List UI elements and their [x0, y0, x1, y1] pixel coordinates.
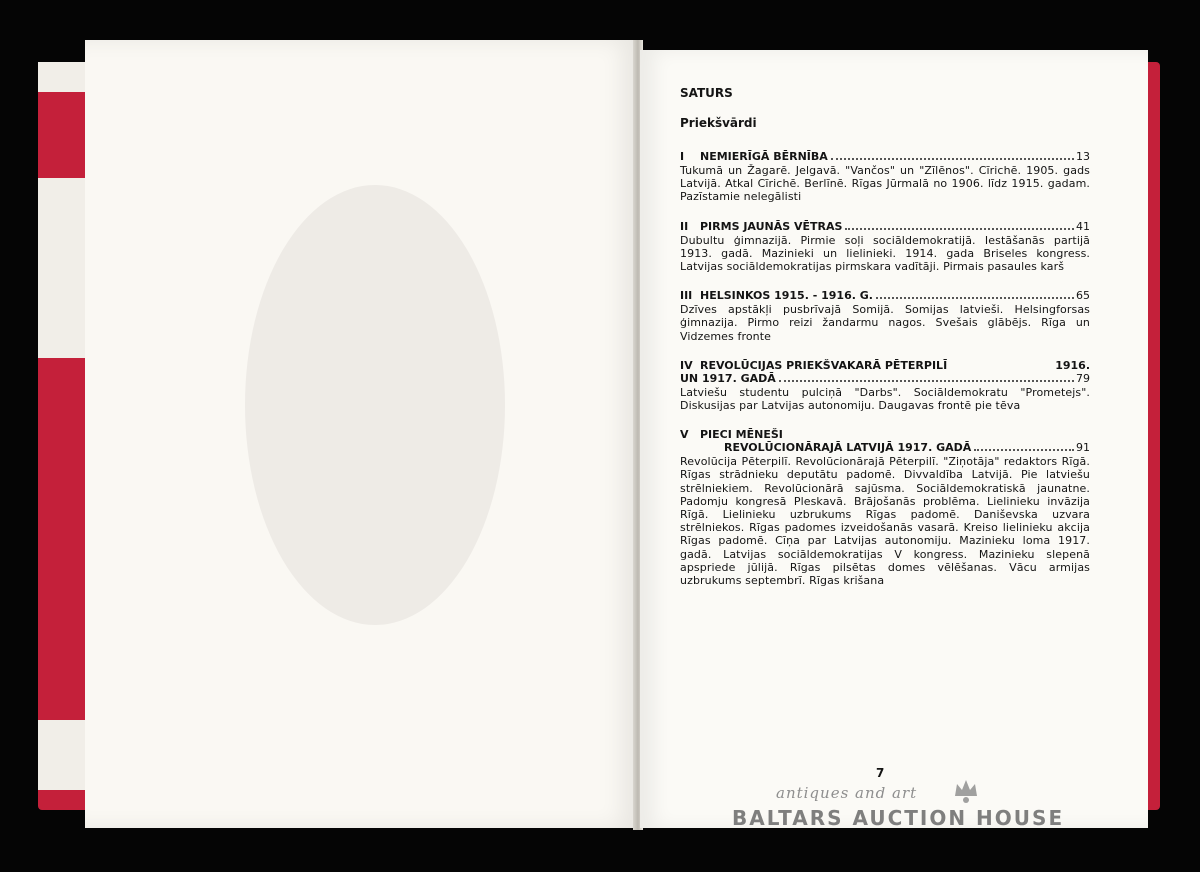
chapter-description: Tukumā un Žagarē. Jelgavā. "Vančos" un "Zīlēnos". Cīrichē. 1905. gads Latvijā. Atkal Cīrichē. Berlīnē. Rīgas Jūrmalā no 1906. līdz 1915. gadam. Pazīstamie nelegālisti	[680, 164, 1090, 204]
chapter-title: REVOLŪCIJAS PRIEKŠVAKARĀ PĒTERPILĪ	[700, 358, 948, 372]
chapter-3	[670, 289, 1090, 343]
chapter-page: 41	[1076, 219, 1090, 233]
chapter-1	[670, 150, 1090, 204]
toc-foreword: Priekšvārdi	[680, 116, 757, 130]
chapter-page: 13	[1076, 150, 1090, 163]
chapter-title-year: 1916.	[1055, 358, 1090, 372]
chapter-description: Dzīves apstākļi pusbrīvajā Somijā. Somijas latvieši. Helsingforsas ģimnazija. Pirmo reizi žandarmu nagos. Svešais glābējs. Rīga un Vidzemes fronte	[680, 303, 1090, 343]
leader-dots	[876, 297, 1074, 299]
leader-dots	[845, 228, 1074, 230]
toc-title: SATURS	[680, 86, 733, 100]
chapter-page: 91	[1076, 441, 1090, 455]
chapter-title: PIRMS JAUNĀS VĒTRAS	[700, 219, 843, 233]
chapter-page: 65	[1076, 289, 1090, 303]
chapter-number: III	[680, 289, 693, 303]
watermark-brand: BALTARS AUCTION HOUSE	[732, 806, 1065, 830]
left-page	[85, 40, 640, 828]
chapter-5	[670, 428, 1090, 587]
chapter-title-line2: UN 1917. GADĀ	[680, 371, 776, 385]
chapter-title: NEMIERĪGĀ BĒRNĪBA	[700, 150, 828, 163]
chapter-title: HELSINKOS 1915. - 1916. G.	[700, 289, 873, 303]
chapter-number: II	[680, 219, 689, 233]
crown-icon	[952, 776, 980, 804]
chapter-4	[670, 359, 1090, 412]
leader-dots	[974, 449, 1074, 451]
page-number: 7	[876, 766, 885, 780]
table-of-contents	[670, 86, 1090, 603]
chapter-page: 79	[1076, 371, 1090, 385]
chapter-number: IV	[680, 358, 693, 372]
chapter-description: Revolūcija Pēterpilī. Revolūcionārajā Pēterpilī. "Ziņotāja" redaktors Rīgā. Rīgas strādnieku deputātu padomē. Divvaldība Latvijā. Pie latviešu strēlniekiem. Revolūcionārā sajūsma. Sociāldemokratiskā jaunatne. Padomju kongresā Pleskavā. Brājošanās problēma. Lielinieku invāzija Rīgā. Lielinieku uzbrukums Rīgas padomē. Daniševska uzvara strēlniekos. Rīgas padomes izveidošanās vasarā. Kreiso lielinieku akcija Rīgas padomē. Cīņa par Latvijas autonomiju. Mazinieku loma 1917. gadā. Latvijas sociāldemokratijas V kongress. Mazinieku slepenā apspriede jūlijā. Rīgas pilsētas domes vēlēšanas. Vācu armijas uzbrukums septembrī. Rīgas krišana	[680, 455, 1090, 588]
leader-dots	[779, 380, 1074, 382]
chapter-description: Latviešu studentu pulciņā "Darbs". Sociāldemokratu "Prometejs". Diskusijas par Latvijas autonomiju. Daugavas frontē pie tēva	[680, 385, 1090, 413]
leader-dots	[831, 158, 1074, 160]
chapter-description: Dubultu ģimnazijā. Pirmie soļi sociāldemokratijā. Iestāšanās partijā 1913. gadā. Mazinieki un lielinieki. 1914. gada Briseles kongress. Latvijas sociāldemokratijas pirmskara vadītāji. Pirmais pasaules karš	[680, 233, 1090, 274]
chapter-title: PIECI MĒNEŠI	[700, 428, 783, 442]
chapter-2	[670, 220, 1090, 274]
watermark-tagline: antiques and art	[776, 784, 918, 802]
chapter-number: V	[680, 428, 689, 442]
chapter-number: I	[680, 150, 685, 163]
portrait-ghost-image	[245, 185, 505, 625]
chapter-title-line2: REVOLŪCIONĀRAJĀ LATVIJĀ 1917. GADĀ	[724, 441, 972, 455]
